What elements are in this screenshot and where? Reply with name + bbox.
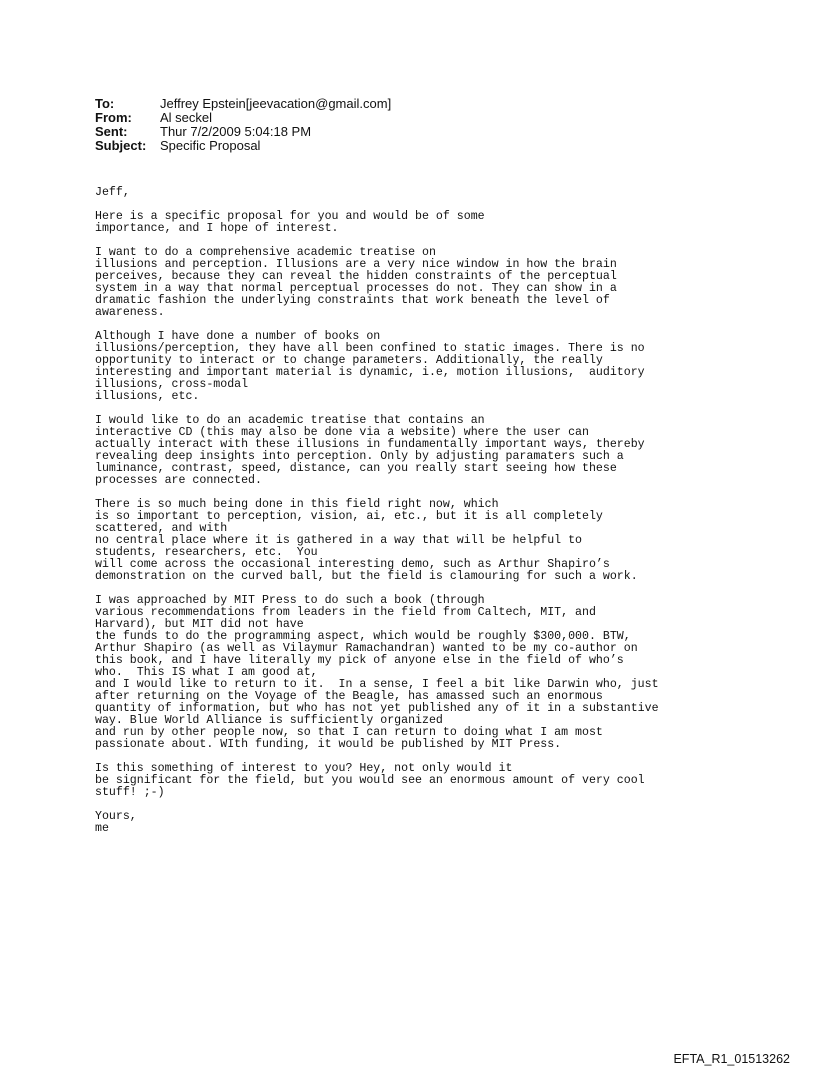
body-paragraph: [95, 763, 795, 799]
body-line: illusions/perception, they have all been confined to static images. There is no: [95, 342, 645, 355]
body-line: Yours,: [95, 810, 137, 823]
body-paragraph: [95, 595, 795, 751]
document-id: EFTA_R1_01513262: [673, 1052, 790, 1066]
to-value: Jeffrey Epstein[jeevacation@gmail.com]: [160, 96, 392, 111]
body-line: is so important to perception, vision, ai, etc., but it is all completely: [95, 510, 603, 523]
body-paragraph: [95, 499, 795, 583]
body-paragraph: [95, 247, 795, 319]
body-line: and I would like to return to it. In a sense, I feel a bit like Darwin who, just: [95, 678, 659, 691]
body-line: and run by other people now, so that I can return to doing what I am most: [95, 726, 603, 739]
body-line: Here is a specific proposal for you and would be of some: [95, 210, 485, 223]
email-header: [95, 97, 391, 153]
email-body: [95, 187, 795, 847]
body-line: who. This IS what I am good at,: [95, 666, 318, 679]
body-line: quantity of information, but who has not yet published any of it in a substantive: [95, 702, 659, 715]
body-line: Although I have done a number of books on: [95, 330, 381, 343]
body-line: me: [95, 822, 109, 835]
subject-label: Subject:: [95, 138, 147, 153]
body-line: system in a way that normal perceptual processes do not. They can show in a: [95, 282, 617, 295]
body-line: passionate about. WIth funding, it would be published by MIT Press.: [95, 738, 562, 751]
body-line: I want to do a comprehensive academic treatise on: [95, 246, 436, 259]
body-line: way. Blue World Alliance is sufficiently organized: [95, 714, 443, 727]
from-label: From:: [95, 110, 132, 125]
body-line: processes are connected.: [95, 474, 262, 487]
body-line: be significant for the field, but you would see an enormous amount of very cool: [95, 774, 645, 787]
body-line: illusions, cross-modal: [95, 378, 249, 391]
body-line: stuff! ;-): [95, 786, 165, 799]
body-line: various recommendations from leaders in the field from Caltech, MIT, and: [95, 606, 596, 619]
body-paragraph: [95, 811, 795, 835]
body-line: illusions and perception. Illusions are a very nice window in how the brain: [95, 258, 617, 271]
body-paragraph: [95, 331, 795, 403]
body-paragraph: [95, 211, 795, 235]
body-line: interesting and important material is dynamic, i.e, motion illusions, auditory: [95, 366, 645, 379]
sent-label: Sent:: [95, 124, 128, 139]
body-line: dramatic fashion the underlying constraints that work beneath the level of: [95, 294, 610, 307]
body-line: actually interact with these illusions in fundamentally important ways, thereby: [95, 438, 645, 451]
body-paragraph: [95, 187, 795, 199]
body-line: students, researchers, etc. You: [95, 546, 318, 559]
body-line: interactive CD (this may also be done via a website) where the user can: [95, 426, 589, 439]
subject-value: Specific Proposal: [160, 138, 261, 153]
body-line: the funds to do the programming aspect, which would be roughly $300,000. BTW,: [95, 630, 631, 643]
header-sent-row: [95, 125, 391, 139]
body-line: I would like to do an academic treatise that contains an: [95, 414, 485, 427]
body-line: no central place where it is gathered in a way that will be helpful to: [95, 534, 583, 547]
body-line: luminance, contrast, speed, distance, can you really start seeing how these: [95, 462, 617, 475]
body-line: Arthur Shapiro (as well as Vilaymur Ramachandran) wanted to be my co-author on: [95, 642, 638, 655]
body-line: illusions, etc.: [95, 390, 200, 403]
body-line: Is this something of interest to you? Hey, not only would it: [95, 762, 513, 775]
body-line: perceives, because they can reveal the hidden constraints of the perceptual: [95, 270, 617, 283]
body-line: opportunity to interact or to change parameters. Additionally, the really: [95, 354, 603, 367]
body-paragraph: [95, 415, 795, 487]
body-line: after returning on the Voyage of the Beagle, has amassed such an enormous: [95, 690, 603, 703]
sent-value: Thur 7/2/2009 5:04:18 PM: [160, 124, 312, 139]
from-value: Al seckel: [160, 110, 213, 125]
header-subject-row: [95, 139, 391, 153]
header-to-row: [95, 97, 391, 111]
header-from-row: [95, 111, 391, 125]
body-line: importance, and I hope of interest.: [95, 222, 339, 235]
body-line: I was approached by MIT Press to do such a book (through: [95, 594, 485, 607]
body-line: Harvard), but MIT did not have: [95, 618, 304, 631]
body-line: There is so much being done in this field right now, which: [95, 498, 499, 511]
body-line: demonstration on the curved ball, but the field is clamouring for such a work.: [95, 570, 638, 583]
body-line: will come across the occasional interesting demo, such as Arthur Shapiro’s: [95, 558, 610, 571]
body-line: this book, and I have literally my pick of anyone else in the field of who’s: [95, 654, 624, 667]
body-line: scattered, and with: [95, 522, 228, 535]
body-line: awareness.: [95, 306, 165, 319]
to-label: To:: [95, 96, 115, 111]
body-line: revealing deep insights into perception. Only by adjusting paramaters such a: [95, 450, 624, 463]
body-line: Jeff,: [95, 186, 130, 199]
